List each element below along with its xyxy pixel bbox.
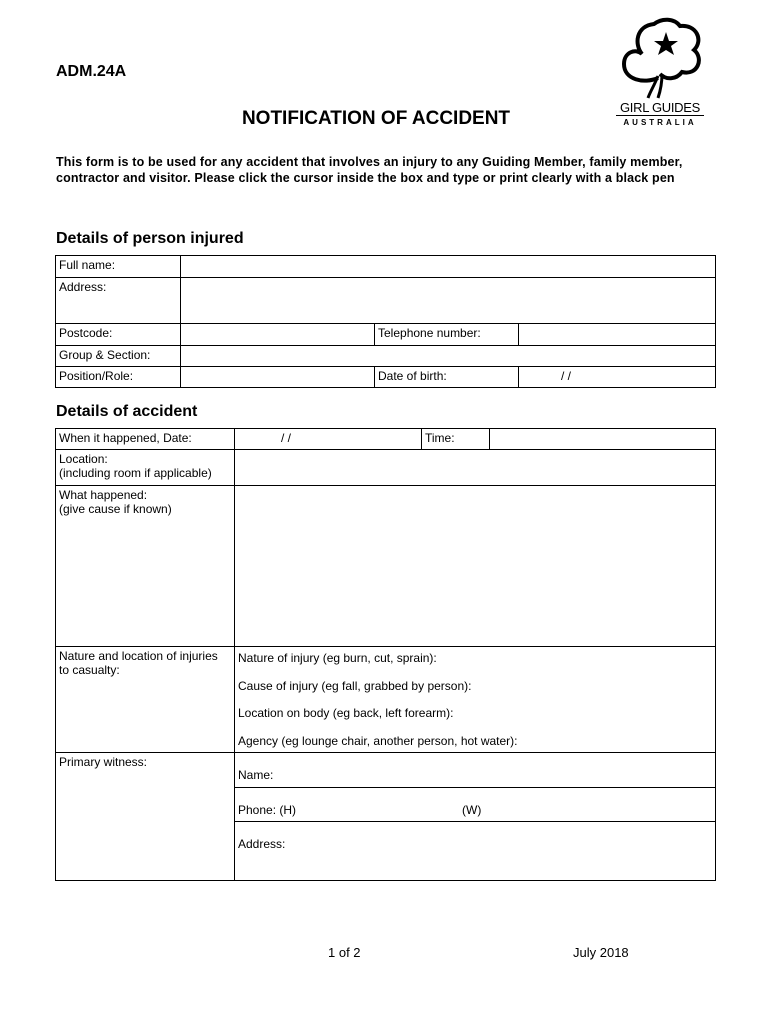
telephone-field[interactable] <box>518 323 716 346</box>
form-code: ADM.24A <box>56 63 127 80</box>
logo-subtext: AUSTRALIA <box>623 118 697 127</box>
injuries-label-line1: Nature and location of injuries <box>59 649 218 663</box>
group-field[interactable] <box>180 345 716 367</box>
witness-phone-w-label: (W) <box>462 803 482 817</box>
location-field[interactable] <box>234 449 716 486</box>
what-happened-line2: (give cause if known) <box>59 502 172 516</box>
when-label: When it happened, Date: <box>55 428 235 450</box>
witness-address-field[interactable] <box>234 821 716 881</box>
postcode-field[interactable] <box>180 323 375 346</box>
footer-date: July 2018 <box>573 945 629 960</box>
time-field[interactable] <box>489 428 716 450</box>
dob-label: Date of birth: <box>374 366 519 388</box>
location-on-body-label: Location on body (eg back, left forearm): <box>238 706 454 720</box>
logo-text: GIRL GUIDES <box>619 100 700 115</box>
date-field[interactable]: / / <box>234 428 422 450</box>
address-label: Address: <box>55 277 181 324</box>
location-label-line1: Location: <box>59 452 108 466</box>
group-label: Group & Section: <box>55 345 181 367</box>
dob-field[interactable]: / / <box>518 366 716 388</box>
full-name-label: Full name: <box>55 255 181 278</box>
postcode-label: Postcode: <box>55 323 181 346</box>
witness-phone-field[interactable] <box>234 787 716 822</box>
full-name-field[interactable] <box>180 255 716 278</box>
witness-label: Primary witness: <box>55 752 235 881</box>
intro-text: This form is to be used for any accident that involves an injury to any Guiding Member, family member, contractor and visitor. Please click the cursor inside the box and type or print clearly with a black pen <box>56 155 683 185</box>
witness-name-label: Name: <box>238 768 274 782</box>
section-heading-accident: Details of accident <box>56 403 198 420</box>
what-happened-line1: What happened: <box>59 488 148 502</box>
page-number: 1 of 2 <box>328 945 361 960</box>
position-label: Position/Role: <box>55 366 181 388</box>
witness-address-label: Address: <box>238 837 286 851</box>
telephone-label: Telephone number: <box>374 323 519 346</box>
cause-of-injury-label: Cause of injury (eg fall, grabbed by person): <box>238 679 472 693</box>
injuries-label-line2: to casualty: <box>59 663 120 677</box>
witness-name-field[interactable] <box>234 752 716 788</box>
location-label-line2: (including room if applicable) <box>59 466 212 480</box>
section-heading-person: Details of person injured <box>56 230 244 247</box>
address-field[interactable] <box>180 277 716 324</box>
trefoil-icon <box>614 14 706 100</box>
position-field[interactable] <box>180 366 375 388</box>
injuries-label <box>55 646 235 753</box>
what-happened-label <box>55 485 235 647</box>
witness-phone-h-label: Phone: (H) <box>238 803 297 817</box>
page-title: NOTIFICATION OF ACCIDENT <box>241 108 511 129</box>
time-label: Time: <box>421 428 490 450</box>
nature-of-injury-label: Nature of injury (eg burn, cut, sprain): <box>238 651 437 665</box>
injuries-field[interactable] <box>234 646 716 753</box>
location-label <box>55 449 235 486</box>
agency-label: Agency (eg lounge chair, another person, hot water): <box>238 734 518 748</box>
what-happened-field[interactable] <box>234 485 716 647</box>
